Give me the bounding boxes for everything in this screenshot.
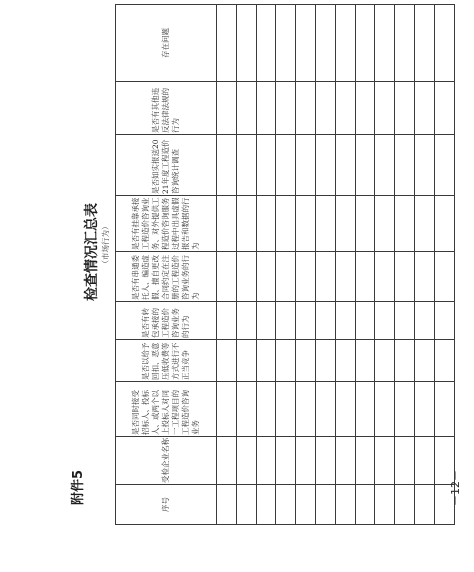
cell-statistics-report	[256, 135, 276, 196]
cell-collusion	[315, 252, 335, 302]
cell-dual-engagement	[414, 382, 434, 437]
table-row	[236, 5, 256, 525]
cell-company-name	[256, 437, 276, 485]
cell-other-violations	[375, 82, 395, 135]
cell-false-reports	[217, 196, 237, 252]
cell-statistics-report	[236, 135, 256, 196]
cell-company-name	[217, 437, 237, 485]
column-header-dual-engagement: 是否同时接受招标人、投标人、或两个以上投标人对同一工程项目的工程造价咨询业务	[116, 382, 217, 437]
cell-subcontracting	[395, 302, 415, 340]
column-header-false-reports: 是否有挂靠承接工程造价咨询业务、对外提供工程造价咨询服务过程中出具虚假报告和数据的行为	[116, 196, 217, 252]
cell-serial-number	[335, 485, 355, 525]
cell-company-name	[296, 437, 316, 485]
cell-dual-engagement	[395, 382, 415, 437]
cell-unfair-competition	[296, 340, 316, 382]
cell-serial-number	[217, 485, 237, 525]
cell-dual-engagement	[276, 382, 296, 437]
cell-false-reports	[355, 196, 375, 252]
cell-dual-engagement	[217, 382, 237, 437]
cell-subcontracting	[276, 302, 296, 340]
cell-dual-engagement	[355, 382, 375, 437]
cell-subcontracting	[256, 302, 276, 340]
cell-serial-number	[315, 485, 335, 525]
cell-subcontracting	[375, 302, 395, 340]
cell-issues-found	[355, 5, 375, 82]
cell-other-violations	[434, 82, 454, 135]
cell-dual-engagement	[296, 382, 316, 437]
cell-subcontracting	[236, 302, 256, 340]
cell-collusion	[296, 252, 316, 302]
cell-subcontracting	[355, 302, 375, 340]
cell-issues-found	[276, 5, 296, 82]
cell-unfair-competition	[355, 340, 375, 382]
cell-company-name	[276, 437, 296, 485]
cell-subcontracting	[296, 302, 316, 340]
cell-false-reports	[276, 196, 296, 252]
cell-subcontracting	[335, 302, 355, 340]
cell-serial-number	[296, 485, 316, 525]
cell-false-reports	[315, 196, 335, 252]
cell-other-violations	[236, 82, 256, 135]
cell-unfair-competition	[395, 340, 415, 382]
cell-serial-number	[256, 485, 276, 525]
cell-statistics-report	[434, 135, 454, 196]
cell-issues-found	[256, 5, 276, 82]
cell-issues-found	[375, 5, 395, 82]
column-header-subcontracting: 是否有转包承接的工程造价咨询业务的行为	[116, 302, 217, 340]
cell-unfair-competition	[434, 340, 454, 382]
column-header-unfair-competition: 是否以给予回扣、恶意压低收费等方式进行不正当竞争	[116, 340, 217, 382]
cell-serial-number	[414, 485, 434, 525]
cell-subcontracting	[315, 302, 335, 340]
table-row	[414, 5, 434, 525]
table-row	[315, 5, 335, 525]
cell-false-reports	[236, 196, 256, 252]
cell-false-reports	[296, 196, 316, 252]
column-header-company-name: 受检企业名称	[116, 437, 217, 485]
table-row	[256, 5, 276, 525]
table-row	[375, 5, 395, 525]
cell-other-violations	[217, 82, 237, 135]
table-row	[434, 5, 454, 525]
cell-dual-engagement	[434, 382, 454, 437]
cell-dual-engagement	[315, 382, 335, 437]
cell-dual-engagement	[375, 382, 395, 437]
cell-collusion	[375, 252, 395, 302]
cell-company-name	[414, 437, 434, 485]
column-header-serial-number: 序号	[116, 485, 217, 525]
table-row	[296, 5, 316, 525]
cell-company-name	[315, 437, 335, 485]
cell-serial-number	[375, 485, 395, 525]
cell-unfair-competition	[315, 340, 335, 382]
cell-serial-number	[355, 485, 375, 525]
page-number: －12－	[449, 470, 462, 506]
cell-unfair-competition	[335, 340, 355, 382]
cell-statistics-report	[335, 135, 355, 196]
column-header-issues-found: 存在问题	[116, 5, 217, 82]
cell-issues-found	[414, 5, 434, 82]
page-subtitle: （市场行为）	[101, 222, 110, 268]
column-header-statistics-report: 是否如实报送2021年度工程造价咨询统计调查	[116, 135, 217, 196]
cell-statistics-report	[355, 135, 375, 196]
cell-dual-engagement	[256, 382, 276, 437]
table-row	[217, 5, 237, 525]
cell-false-reports	[335, 196, 355, 252]
cell-issues-found	[217, 5, 237, 82]
cell-company-name	[335, 437, 355, 485]
inspection-summary-table	[115, 4, 455, 525]
table-row	[395, 5, 415, 525]
cell-statistics-report	[315, 135, 335, 196]
cell-subcontracting	[434, 302, 454, 340]
attachment-label: 附件5	[71, 469, 86, 505]
cell-issues-found	[315, 5, 335, 82]
cell-collusion	[335, 252, 355, 302]
cell-other-violations	[395, 82, 415, 135]
cell-dual-engagement	[335, 382, 355, 437]
page-title: 检查情况汇总表	[84, 203, 100, 301]
cell-collusion	[414, 252, 434, 302]
cell-statistics-report	[276, 135, 296, 196]
cell-serial-number	[276, 485, 296, 525]
cell-unfair-competition	[217, 340, 237, 382]
cell-statistics-report	[375, 135, 395, 196]
cell-other-violations	[414, 82, 434, 135]
cell-other-violations	[276, 82, 296, 135]
cell-collusion	[217, 252, 237, 302]
cell-statistics-report	[296, 135, 316, 196]
cell-statistics-report	[395, 135, 415, 196]
cell-serial-number	[395, 485, 415, 525]
cell-statistics-report	[217, 135, 237, 196]
cell-false-reports	[395, 196, 415, 252]
cell-dual-engagement	[236, 382, 256, 437]
cell-issues-found	[236, 5, 256, 82]
cell-issues-found	[296, 5, 316, 82]
cell-unfair-competition	[256, 340, 276, 382]
cell-statistics-report	[414, 135, 434, 196]
cell-collusion	[355, 252, 375, 302]
cell-other-violations	[355, 82, 375, 135]
cell-other-violations	[335, 82, 355, 135]
cell-unfair-competition	[236, 340, 256, 382]
table-header-row	[116, 5, 217, 525]
cell-company-name	[355, 437, 375, 485]
cell-serial-number	[236, 485, 256, 525]
cell-collusion	[276, 252, 296, 302]
column-header-collusion: 是否有串通委托人、编造虚假、擅自更改合同约定在注册的工程造价咨询业务的行为	[116, 252, 217, 302]
cell-unfair-competition	[375, 340, 395, 382]
cell-collusion	[395, 252, 415, 302]
cell-company-name	[395, 437, 415, 485]
cell-issues-found	[434, 5, 454, 82]
table-body	[217, 5, 455, 525]
cell-subcontracting	[414, 302, 434, 340]
cell-issues-found	[395, 5, 415, 82]
cell-other-violations	[296, 82, 316, 135]
cell-company-name	[236, 437, 256, 485]
cell-false-reports	[434, 196, 454, 252]
cell-collusion	[434, 252, 454, 302]
table-row	[355, 5, 375, 525]
cell-subcontracting	[217, 302, 237, 340]
cell-false-reports	[414, 196, 434, 252]
table-row	[335, 5, 355, 525]
cell-collusion	[256, 252, 276, 302]
cell-company-name	[375, 437, 395, 485]
cell-collusion	[236, 252, 256, 302]
cell-other-violations	[256, 82, 276, 135]
cell-false-reports	[256, 196, 276, 252]
column-header-other-violations: 是否有其他违反法律法规的行为	[116, 82, 217, 135]
cell-unfair-competition	[414, 340, 434, 382]
cell-false-reports	[375, 196, 395, 252]
table-row	[276, 5, 296, 525]
cell-issues-found	[335, 5, 355, 82]
cell-other-violations	[315, 82, 335, 135]
cell-unfair-competition	[276, 340, 296, 382]
